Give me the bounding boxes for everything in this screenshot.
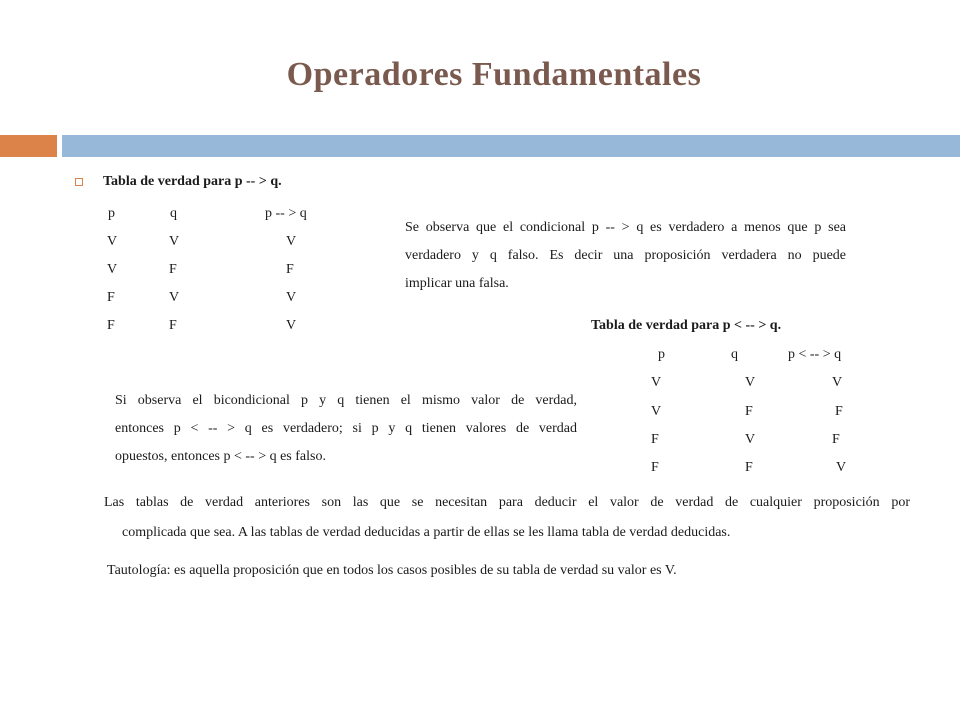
cell: V xyxy=(651,375,662,390)
cell: F xyxy=(169,262,177,277)
bullet-item xyxy=(75,174,282,190)
summary-line-2: complicada que sea. A las tablas de verdad deducidas a partir de ellas se les llama tabla de verdad deducidas. xyxy=(122,525,731,540)
header-q: q xyxy=(731,347,738,362)
cell: V xyxy=(286,234,297,249)
note-line: Se observa que el condicional p -- > q es verdadero a menos que p sea xyxy=(405,220,846,235)
cell: F xyxy=(745,460,753,475)
header-result: p < -- > q xyxy=(788,347,842,362)
cell: V xyxy=(107,262,118,277)
cell: F xyxy=(651,432,659,447)
note-line: opuestos, entonces p < -- > q es falso. xyxy=(115,449,326,464)
note-line: Si observa el bicondicional p y q tienen el mismo valor de verdad, xyxy=(115,393,577,408)
header-p: p xyxy=(658,347,665,362)
cell: V xyxy=(651,404,662,419)
cell: F xyxy=(107,318,115,333)
slide-title: Operadores Fundamentales xyxy=(286,56,702,93)
cell: F xyxy=(832,432,840,447)
summary-line-1: Las tablas de verdad anteriores son las que se necesitan para deducir el valor de verdad de cualquier proposición por xyxy=(104,495,910,510)
cell: F xyxy=(169,318,177,333)
square-bullet-icon xyxy=(75,178,83,186)
cell: V xyxy=(169,234,180,249)
cell: V xyxy=(836,460,847,475)
biconditional-note xyxy=(115,387,577,471)
cell: V xyxy=(286,318,297,333)
accent-bar-orange xyxy=(0,135,57,157)
note-line: verdadero y q falso. Es decir una proposición verdadera no puede xyxy=(405,248,846,263)
cell: F xyxy=(745,404,753,419)
cell: V xyxy=(745,375,756,390)
cell: F xyxy=(835,404,843,419)
header-result: p -- > q xyxy=(265,206,307,221)
note-line: implicar una falsa. xyxy=(405,276,509,291)
bullet-text: Tabla de verdad para p -- > q. xyxy=(103,174,282,189)
table2-heading: Tabla de verdad para p < -- > q. xyxy=(591,318,782,333)
cell: V xyxy=(832,375,843,390)
cell: F xyxy=(651,460,659,475)
accent-bar-blue xyxy=(62,135,960,157)
header-q: q xyxy=(170,206,177,221)
conditional-note xyxy=(405,214,846,298)
header-p: p xyxy=(108,206,115,221)
cell: F xyxy=(107,290,115,305)
tautology-definition: Tautología: es aquella proposición que en todos los casos posibles de su tabla de verdad su valor es V. xyxy=(107,563,677,578)
note-line: entonces p < -- > q es verdadero; si p y q tienen valores de verdad xyxy=(115,421,577,436)
cell: F xyxy=(286,262,294,277)
cell: V xyxy=(169,290,180,305)
cell: V xyxy=(286,290,297,305)
cell: V xyxy=(107,234,118,249)
cell: V xyxy=(745,432,756,447)
